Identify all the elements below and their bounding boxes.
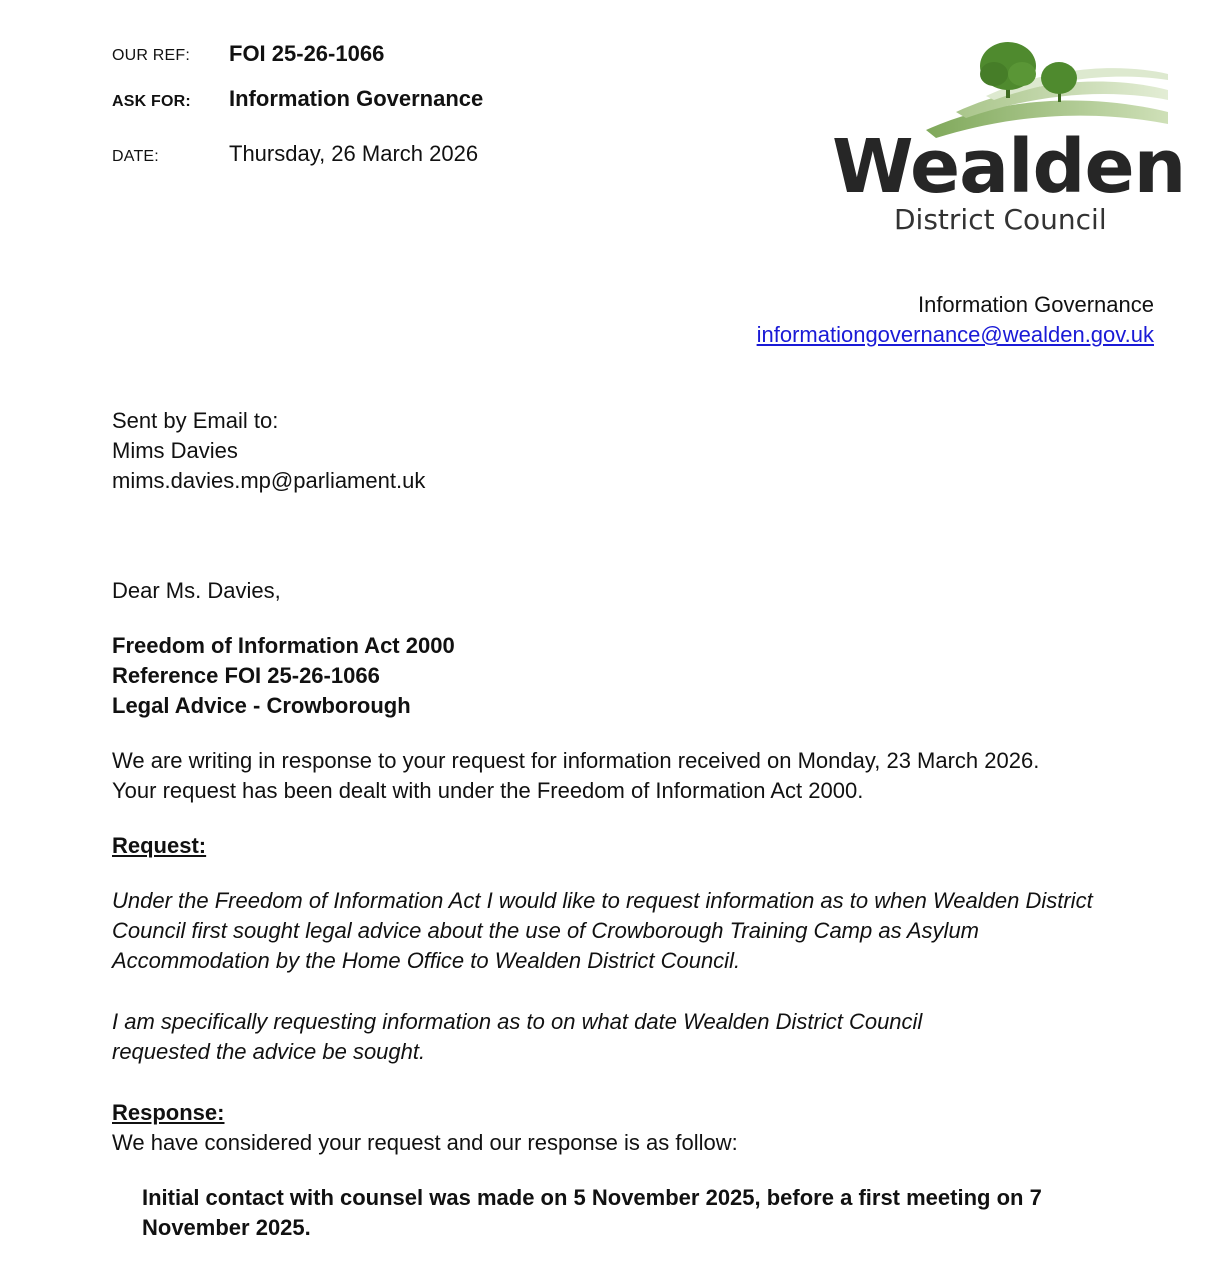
ref-label: OUR REF: xyxy=(112,47,191,64)
salutation: Dear Ms. Davies, xyxy=(112,578,281,603)
ref-value: FOI 25-26-1066 xyxy=(229,41,385,66)
request-heading: Request: xyxy=(112,833,207,858)
request-paragraph-1: Under the Freedom of Information Act I would like to request information as to when Wealden District Council first sought legal advice about the use of Crowborough Training Camp as Asylum Accommodation by the Home Office to Wealden District Council. xyxy=(112,888,1093,973)
contact-email-link[interactable]: informationgovernance@wealden.gov.uk xyxy=(756,322,1154,347)
recipient-block xyxy=(112,406,1112,496)
intro-paragraph: We are writing in response to your request for information received on Monday, 23 March 2026. Your request has been dealt with under the Freedom of Information Act 2000. xyxy=(112,748,1040,803)
subject-act: Freedom of Information Act 2000 xyxy=(112,633,455,658)
council-logo xyxy=(826,34,1186,244)
date-value: Thursday, 26 March 2026 xyxy=(229,141,479,166)
subject-title: Legal Advice - Crowborough xyxy=(112,693,411,718)
sent-by-label: Sent by Email to: xyxy=(112,408,279,433)
subject-block xyxy=(112,631,1112,721)
response-heading: Response: xyxy=(112,1100,225,1125)
logo-wordmark: Wealden xyxy=(832,124,1186,210)
ask-for-value: Information Governance xyxy=(229,86,484,111)
ask-for-label: ASK FOR: xyxy=(112,93,191,110)
recipient-name: Mims Davies xyxy=(112,438,238,463)
logo-subtitle: District Council xyxy=(894,203,1107,236)
response-answer: Initial contact with counsel was made on 5 November 2025, before a first meeting on 7 November 2025. xyxy=(142,1185,1042,1240)
request-paragraph-2: I am specifically requesting information as to on what date Wealden District Council requested the advice be sought. xyxy=(112,1009,923,1064)
response-intro: We have considered your request and our response is as follow: xyxy=(112,1130,738,1155)
date-label: DATE: xyxy=(112,148,159,165)
contact-block xyxy=(757,290,1154,350)
contact-department: Information Governance xyxy=(917,292,1154,317)
recipient-email: mims.davies.mp@parliament.uk xyxy=(112,468,426,493)
subject-reference: Reference FOI 25-26-1066 xyxy=(112,663,380,688)
